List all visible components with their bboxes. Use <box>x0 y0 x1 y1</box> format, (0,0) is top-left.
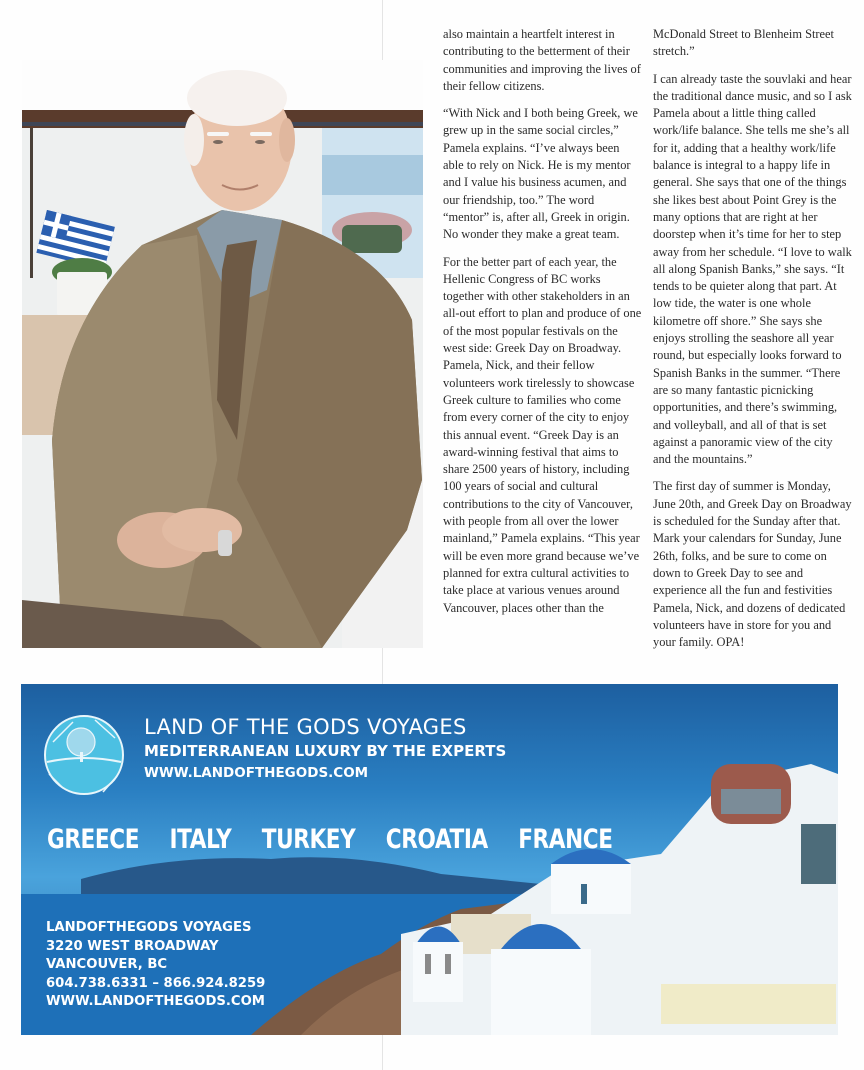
article-paragraph: McDonald Street to Blenheim Street stretch.” <box>653 27 835 59</box>
article-column-2 <box>653 26 853 661</box>
article-paragraph: For the better part of each year, the Hellenic Congress of BC works together with other stakeholders in an all-out effort to plan and produce of one of the most popular festivals on the west side: Greek Day on Broadway. Pamela, Nick, and their fellow volunteers work tirelessly to showcase Greek culture to families who come from every corner of the city to enjoy this annual event. “Greek Day is an award-winning festival that aims to share 2500 years of history, including 100 years of social and cultural contributions to the city of Vancouver, with people from all over the lower mainland,” Pamela explains. “This year will be even more grand because we’ve planned for extra cultural activities to take place at various venues around Vancouver, places other than the <box>443 254 642 615</box>
contact-city: VANCOUVER, BC <box>46 957 168 972</box>
ad-contact-block <box>46 919 265 1012</box>
article-paragraph: also maintain a heartfelt interest in contributing to the betterment of their communities and improving the lives of their fellow citizens. <box>443 27 641 93</box>
destination-greece: GREECE <box>47 824 140 855</box>
contact-company: LANDOFTHEGODS VOYAGES <box>46 920 252 935</box>
article-column-1 <box>443 26 643 627</box>
article-paragraph: The first day of summer is Monday, June 20th, and Greek Day on Broadway is scheduled for the Sunday after that. Mark your calendars for Sunday, June 26th, folks, and be sure to come on down to Greek Day to see and experience all the fun and festivities Pamela, Nick, and dozens of dedicated volunteers have in store for you and your family. OPA! <box>653 479 852 650</box>
ad-brand-name: LAND OF THE GODS VOYAGES <box>144 715 467 739</box>
destination-turkey: TURKEY <box>261 824 356 855</box>
contact-website-link[interactable]: WWW.LANDOFTHEGODS.COM <box>46 994 265 1009</box>
ad-tagline: MEDITERRANEAN LUXURY BY THE EXPERTS <box>144 742 507 760</box>
travel-advertisement <box>21 684 838 1035</box>
portrait-photo <box>22 60 423 648</box>
ad-destinations <box>47 824 643 855</box>
ad-website-link[interactable]: WWW.LANDOFTHEGODS.COM <box>144 765 369 781</box>
land-of-the-gods-logo <box>43 714 125 800</box>
destination-italy: ITALY <box>169 824 232 855</box>
destination-croatia: CROATIA <box>385 824 488 855</box>
contact-street: 3220 WEST BROADWAY <box>46 938 219 954</box>
article-paragraph: “With Nick and I both being Greek, we grew up in the same social circles,” Pamela explains. “I’ve always been able to rely on Nick. He is my mentor and I value his business acumen, and our friendship, too.” The word “mentor” is, after all, Greek in origin. No wonder they make a great team. <box>443 106 638 242</box>
destination-france: FRANCE <box>518 824 613 855</box>
article-paragraph: I can already taste the souvlaki and hear the traditional dance music, and so I ask Pamela about a little thing called work/life balance. She tells me she’s all for it, adding that a healthy work/life balance is integral to a happy life in general. She says that one of the things she likes best about Point Grey is the many options that are right at her doorstep when it’s time for her to step away from her schedule. “I love to walk all along Spanish Banks,” she says. “It tends to be quieter along that part. At low tide, the water is one whole kilometre off shore.” She says she enjoys strolling the seashore all year round, but especially looks forward to Spanish Banks in the summer. “There are so many fantastic picnicking opportunities, and there’s swimming, and volleyball, and all of that is set against a panoramic view of the city and the mountains.” <box>653 71 852 467</box>
contact-phones: 604.738.6331 – 866.924.8259 <box>46 975 266 991</box>
ad-brand-block <box>144 714 506 783</box>
